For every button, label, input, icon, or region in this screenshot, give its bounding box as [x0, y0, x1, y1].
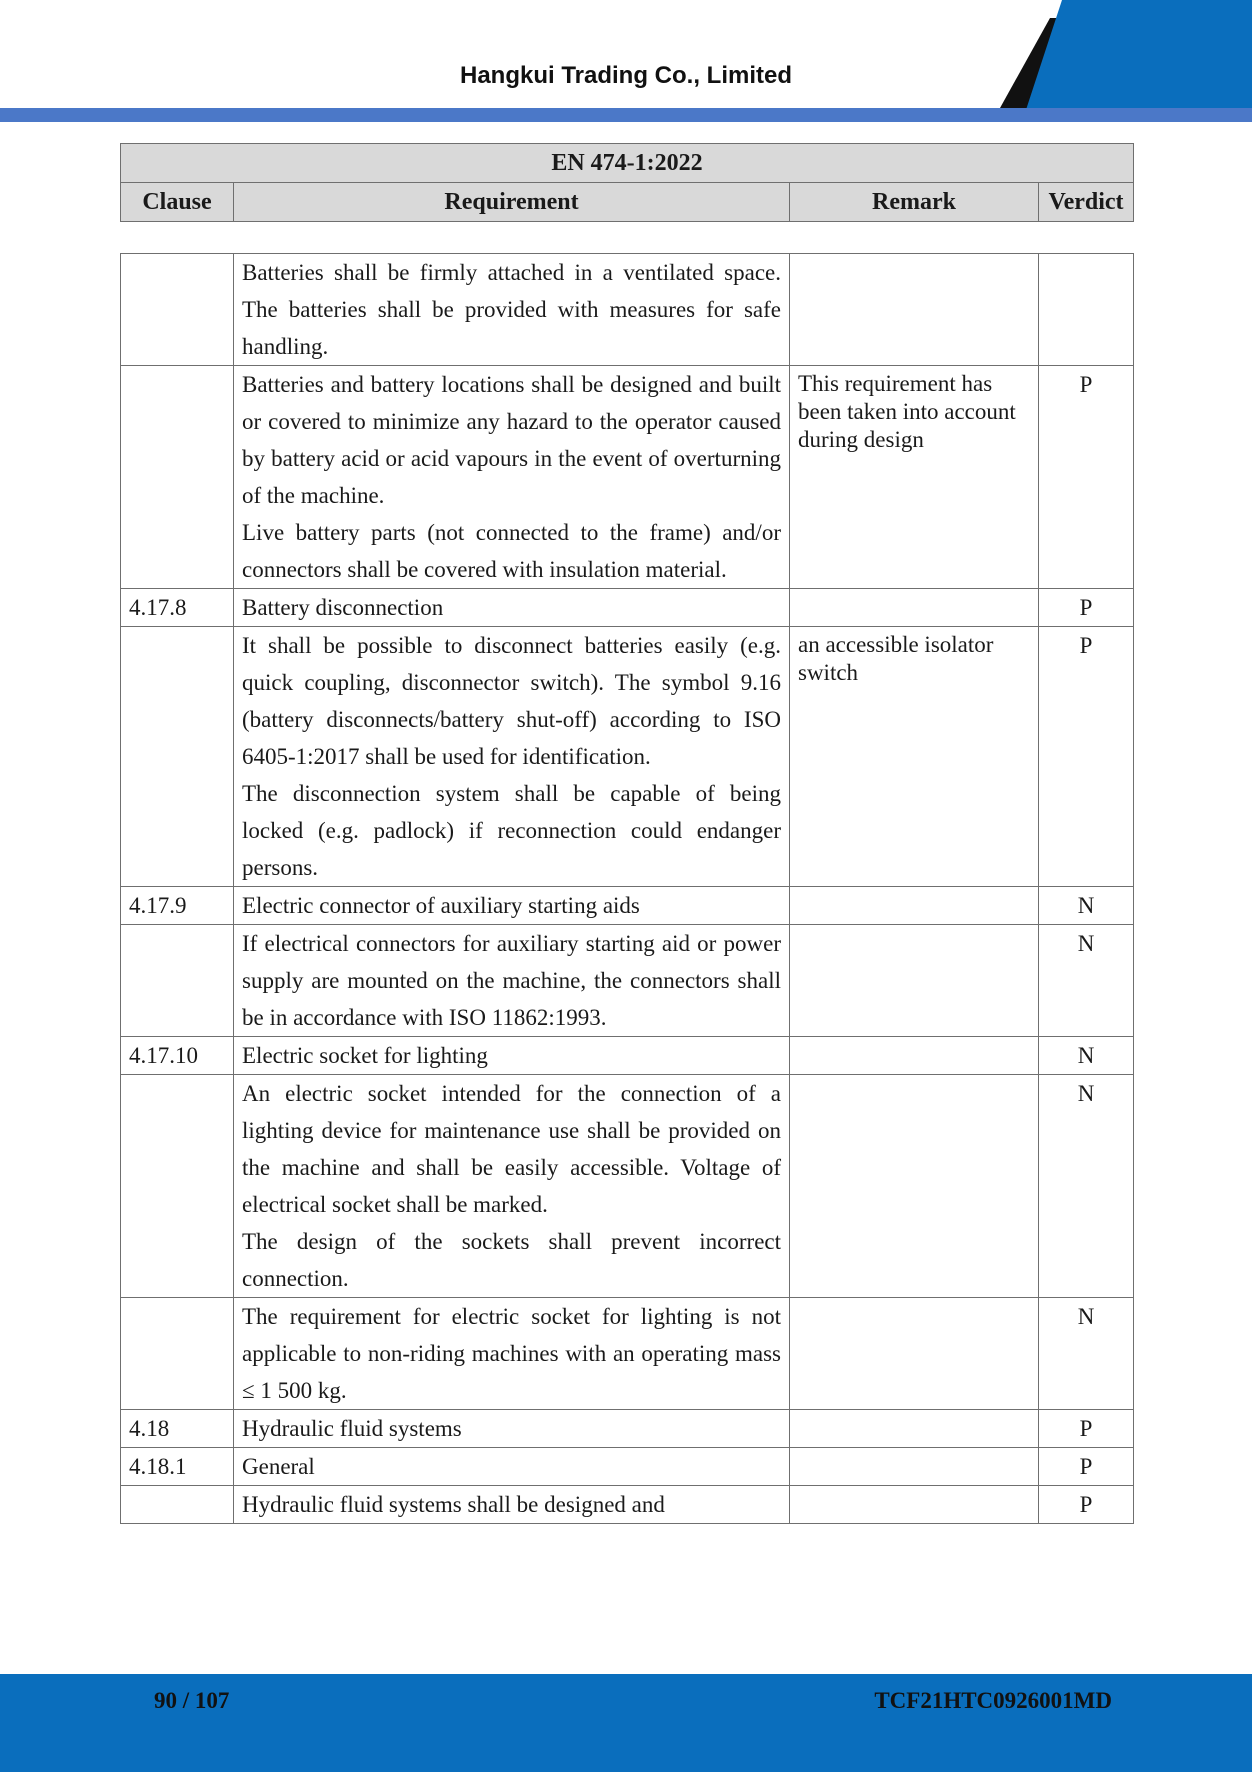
requirement-cell: [234, 366, 790, 589]
requirement-paragraph: If electrical connectors for auxiliary starting aid or power supply are mounted on the machine, the connectors shall be in accordance with ISO 11862:1993.: [242, 931, 781, 1030]
table-row: [121, 1410, 1134, 1448]
requirement-paragraph: Electric connector of auxiliary starting aids: [242, 893, 640, 918]
remark-cell: [790, 1075, 1039, 1298]
column-header-verdict: Verdict: [1039, 183, 1134, 222]
verdict-cell: P: [1039, 1410, 1134, 1448]
requirement-cell: [234, 887, 790, 925]
remark-cell: an accessible isolator switch: [790, 627, 1039, 887]
remark-cell: [790, 1037, 1039, 1075]
verdict-cell: P: [1039, 1448, 1134, 1486]
corner-decoration: [972, 0, 1252, 122]
verdict-cell: N: [1039, 925, 1134, 1037]
verdict-cell: P: [1039, 589, 1134, 627]
column-header-remark: Remark: [790, 183, 1039, 222]
clause-cell: [121, 254, 234, 366]
requirement-cell: [234, 1410, 790, 1448]
clause-cell: 4.17.10: [121, 1037, 234, 1075]
table-row: [121, 627, 1134, 887]
requirement-paragraph: General: [242, 1454, 315, 1479]
requirement-paragraph: Battery disconnection: [242, 595, 444, 620]
requirement-paragraph: Hydraulic fluid systems shall be designed and: [242, 1492, 665, 1517]
table-row: [121, 1486, 1134, 1524]
requirement-paragraph: The disconnection system shall be capable of being locked (e.g. padlock) if reconnection could endanger persons.: [242, 781, 781, 880]
remark-cell: [790, 589, 1039, 627]
table-row: [121, 925, 1134, 1037]
verdict-cell: N: [1039, 1037, 1134, 1075]
requirement-cell: [234, 1037, 790, 1075]
requirement-paragraph: It shall be possible to disconnect batteries easily (e.g. quick coupling, disconnector switch). The symbol 9.16 (battery disconnects/battery shut-off) according to ISO 6405-1:2017 shall be used for identification.: [242, 633, 781, 769]
requirement-cell: [234, 925, 790, 1037]
clause-cell: 4.17.8: [121, 589, 234, 627]
requirement-cell: [234, 589, 790, 627]
table-row: [121, 254, 1134, 366]
company-name: Hangkui Trading Co., Limited: [459, 62, 792, 89]
header-bar: [0, 108, 1252, 122]
remark-cell: [790, 1448, 1039, 1486]
clause-cell: [121, 366, 234, 589]
verdict-cell: [1039, 254, 1134, 366]
requirement-cell: [234, 1486, 790, 1524]
requirement-paragraph: Hydraulic fluid systems: [242, 1416, 462, 1441]
remark-cell: [790, 1298, 1039, 1410]
remark-cell: [790, 254, 1039, 366]
requirement-cell: [234, 627, 790, 887]
clause-cell: 4.18: [121, 1410, 234, 1448]
requirement-paragraph: An electric socket intended for the connection of a lighting device for maintenance use shall be provided on the machine and shall be easily accessible. Voltage of electrical socket shall be marked.: [242, 1081, 781, 1217]
clause-cell: 4.17.9: [121, 887, 234, 925]
requirement-paragraph: The design of the sockets shall prevent incorrect connection.: [242, 1229, 781, 1291]
remark-cell: [790, 1410, 1039, 1448]
column-header-requirement: Requirement: [234, 183, 790, 222]
remark-cell: [790, 887, 1039, 925]
page-number: 90 / 107: [154, 1688, 230, 1713]
verdict-cell: N: [1039, 887, 1134, 925]
standard-title: EN 474-1:2022: [121, 144, 1134, 183]
table-row: [121, 589, 1134, 627]
requirement-paragraph: Batteries shall be firmly attached in a ventilated space. The batteries shall be provided with measures for safe handling.: [242, 260, 781, 359]
requirement-paragraph: Electric socket for lighting: [242, 1043, 488, 1068]
table-row: [121, 1298, 1134, 1410]
clause-cell: [121, 1298, 234, 1410]
table-row: [121, 1448, 1134, 1486]
remark-cell: [790, 925, 1039, 1037]
requirement-cell: [234, 1075, 790, 1298]
column-header-clause: Clause: [121, 183, 234, 222]
verdict-cell: N: [1039, 1298, 1134, 1410]
clause-cell: [121, 627, 234, 887]
verdict-cell: P: [1039, 366, 1134, 589]
standard-header-table: [120, 143, 1134, 222]
footer: [0, 1674, 1252, 1772]
clause-cell: [121, 925, 234, 1037]
requirement-paragraph: Batteries and battery locations shall be designed and built or covered to minimize any hazard to the operator caused by battery acid or acid vapours in the event of overturning of the machine.: [242, 372, 781, 508]
requirement-cell: [234, 1448, 790, 1486]
requirement-paragraph: The requirement for electric socket for lighting is not applicable to non-riding machines with an operating mass ≤ 1 500 kg.: [242, 1304, 781, 1403]
table-row: [121, 1075, 1134, 1298]
document-number: TCF21HTC0926001MD: [874, 1688, 1112, 1713]
requirement-cell: [234, 1298, 790, 1410]
remark-cell: This requirement has been taken into account during design: [790, 366, 1039, 589]
table-row: [121, 1037, 1134, 1075]
verdict-cell: P: [1039, 1486, 1134, 1524]
clause-cell: [121, 1075, 234, 1298]
requirement-cell: [234, 254, 790, 366]
table-row: [121, 366, 1134, 589]
requirement-paragraph: Live battery parts (not connected to the frame) and/or connectors shall be covered with insulation material.: [242, 520, 781, 582]
verdict-cell: N: [1039, 1075, 1134, 1298]
requirements-table: [120, 253, 1134, 1524]
verdict-cell: P: [1039, 627, 1134, 887]
remark-cell: [790, 1486, 1039, 1524]
clause-cell: 4.18.1: [121, 1448, 234, 1486]
table-row: [121, 887, 1134, 925]
clause-cell: [121, 1486, 234, 1524]
